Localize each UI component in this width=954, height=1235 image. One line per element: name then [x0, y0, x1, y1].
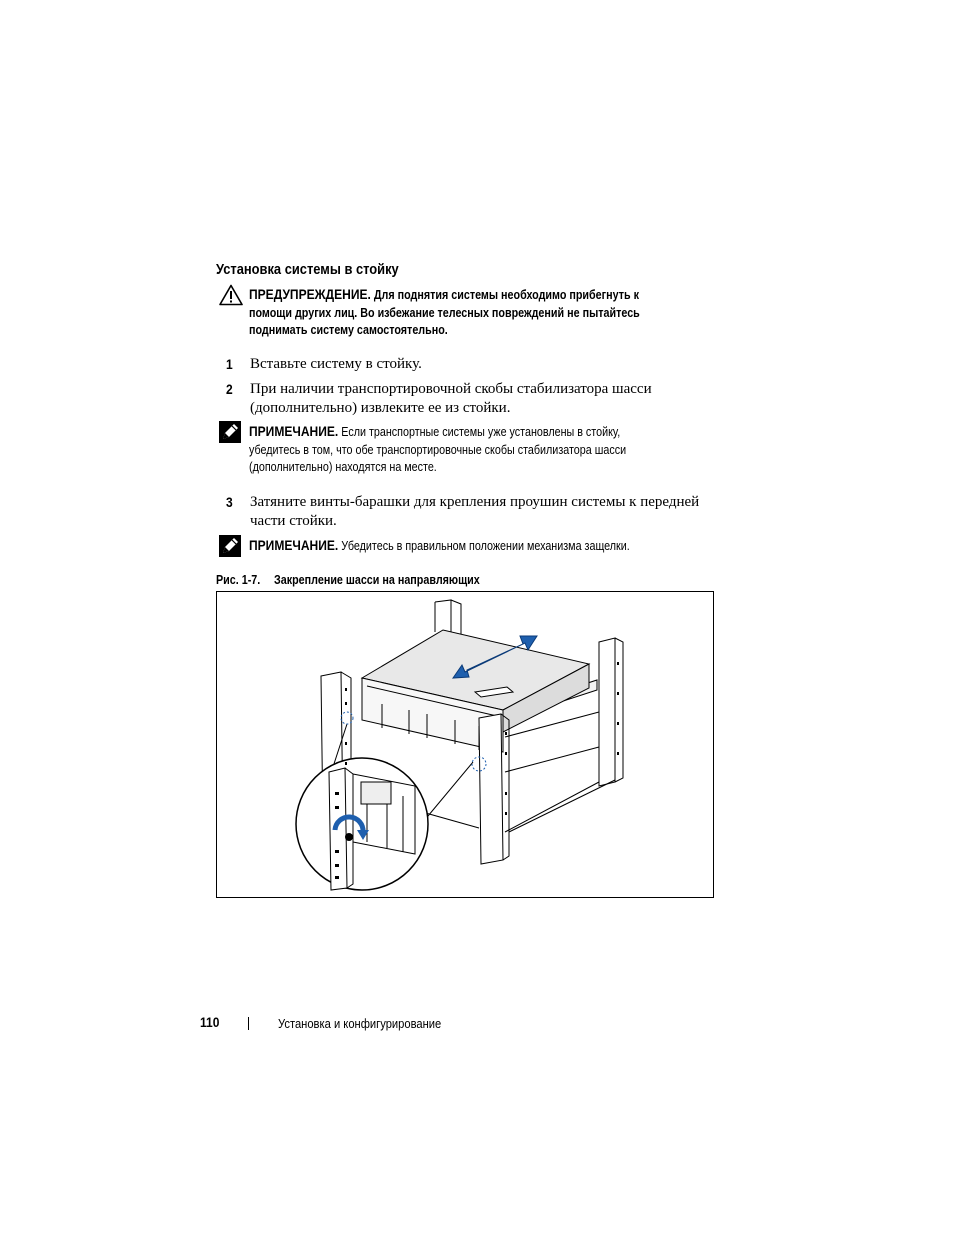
footer-chapter: Установка и конфигурирование	[278, 1016, 442, 1031]
warning-line-2: помощи других лиц. Во избежание телесных повреждений не пытайтесь	[249, 305, 640, 320]
warning-triangle-icon	[219, 284, 243, 306]
figure-title: Закрепление шасси на направляющих	[274, 573, 480, 587]
warning-label: ПРЕДУПРЕЖДЕНИЕ.	[249, 286, 371, 302]
note-pencil-icon	[219, 535, 241, 557]
step-number: 2	[226, 381, 233, 397]
step-text: При наличии транспортировочной скобы стабилизатора шасси (дополнительно) извлеките ее из стойки.	[250, 381, 652, 416]
figure-caption	[216, 573, 480, 587]
rack-chassis-illustration	[217, 592, 712, 896]
note-pencil-icon	[219, 421, 241, 443]
note-notice: ПРИМЕЧАНИЕ. Убедитесь в правильном положении механизма защелки.	[249, 537, 630, 553]
figure-number: Рис. 1-7.	[216, 573, 261, 587]
warning-line-3: поднимать систему самостоятельно.	[249, 323, 448, 337]
step-number: 1	[226, 356, 233, 372]
step-number: 3	[226, 494, 233, 510]
footer-divider	[248, 1017, 249, 1030]
warning-notice	[249, 286, 640, 340]
section-title: Установка системы в стойку	[216, 261, 399, 278]
note-label: ПРИМЕЧАНИЕ.	[249, 537, 339, 553]
step-text: Затяните винты-барашки для крепления проушин системы к передней части стойки.	[250, 494, 700, 529]
step-text: Вставьте систему в стойку.	[250, 356, 422, 372]
note-notice: ПРИМЕЧАНИЕ. Если транспортные системы уже установлены в стойку, убедитесь в том, что обе транспортировочные скобы стабилизатора шасси (дополнительно) находятся на месте.	[249, 423, 627, 474]
note-label: ПРИМЕЧАНИЕ.	[249, 423, 339, 439]
figure-frame	[216, 591, 714, 898]
warning-line-1: Для поднятия системы необходимо прибегнуть к	[373, 288, 639, 302]
page-number: 110	[200, 1014, 220, 1030]
